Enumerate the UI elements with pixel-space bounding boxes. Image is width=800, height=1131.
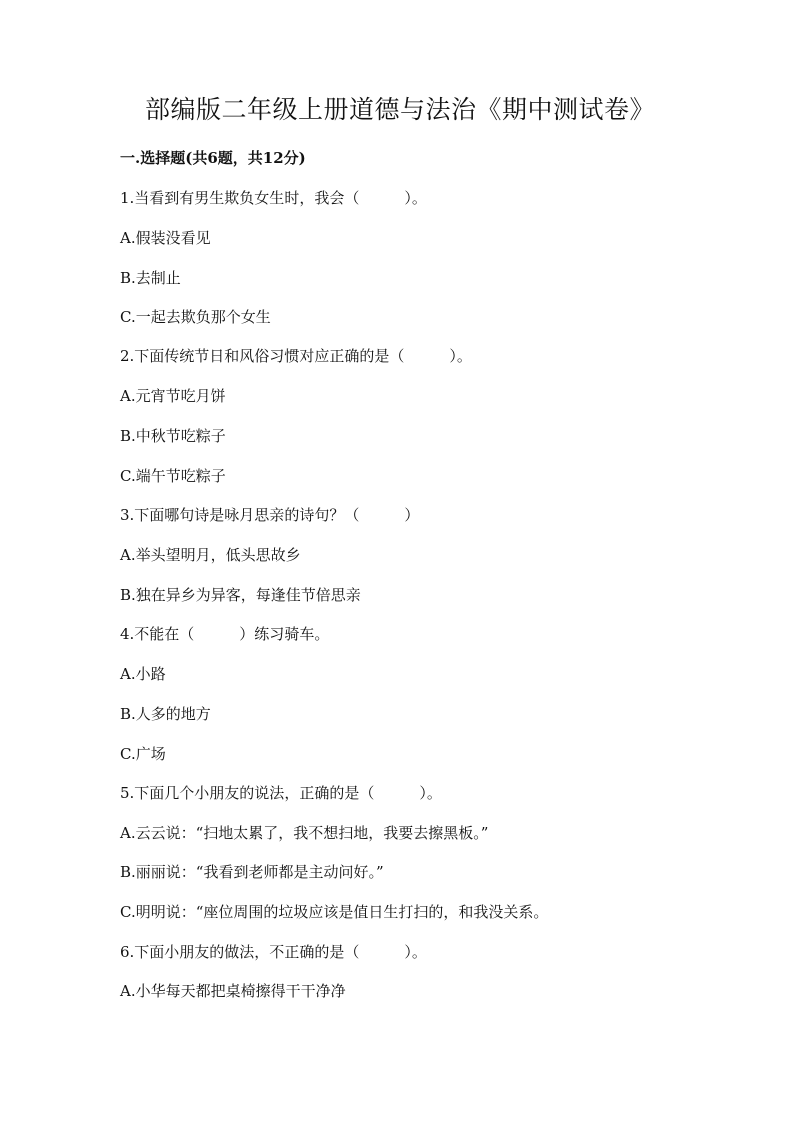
question-1-option-b: B.去制止 bbox=[120, 269, 181, 287]
question-3-stem: 3.下面哪句诗是咏月思亲的诗句？（ ） bbox=[120, 506, 420, 524]
question-2-option-a: A.元宵节吃月饼 bbox=[120, 387, 226, 405]
question-5-option-a: A.云云说：“扫地太累了，我不想扫地，我要去擦黑板。” bbox=[120, 824, 489, 842]
page-title: 部编版二年级上册道德与法治《期中测试卷》 bbox=[144, 95, 655, 124]
question-2-stem: 2.下面传统节日和风俗习惯对应正确的是（ ）。 bbox=[120, 347, 472, 365]
question-5-option-c: C.明明说：“座位周围的垃圾应该是值日生打扫的，和我没关系。 bbox=[120, 903, 549, 921]
question-3-option-b: B.独在异乡为异客，每逢佳节倍思亲 bbox=[120, 586, 361, 604]
question-4-option-b: B.人多的地方 bbox=[120, 705, 211, 723]
question-6-stem: 6.下面小朋友的做法，不正确的是（ ）。 bbox=[120, 943, 427, 961]
question-4-option-c: C.广场 bbox=[120, 745, 166, 763]
question-2-option-c: C.端午节吃粽子 bbox=[120, 467, 226, 485]
question-3-option-a: A.举头望明月，低头思故乡 bbox=[120, 546, 301, 564]
question-5-option-b: B.丽丽说：“我看到老师都是主动问好。” bbox=[120, 863, 384, 881]
question-5-stem: 5.下面几个小朋友的说法，正确的是（ ）。 bbox=[120, 784, 442, 802]
section-heading: 一.选择题(共6题，共12分) bbox=[120, 149, 306, 167]
question-4-option-a: A.小路 bbox=[120, 665, 166, 683]
question-4-stem: 4.不能在（ ）练习骑车。 bbox=[120, 625, 330, 643]
question-1-stem: 1.当看到有男生欺负女生时，我会（ ）。 bbox=[120, 189, 427, 207]
question-6-option-a: A.小华每天都把桌椅擦得干干净净 bbox=[120, 982, 346, 1000]
question-2-option-b: B.中秋节吃粽子 bbox=[120, 427, 226, 445]
question-1-option-c: C.一起去欺负那个女生 bbox=[120, 308, 271, 326]
question-1-option-a: A.假装没看见 bbox=[120, 229, 211, 247]
